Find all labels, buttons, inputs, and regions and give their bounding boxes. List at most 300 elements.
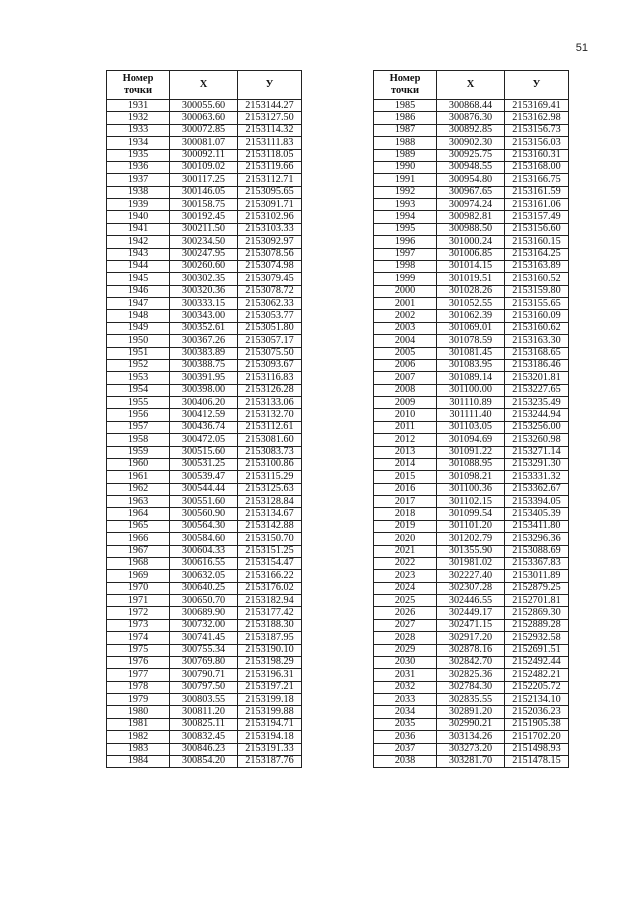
point-number-cell: 1991: [374, 174, 437, 186]
table-row: [374, 273, 569, 285]
x-coordinate-cell: 302917.20: [437, 632, 505, 644]
table-row: [374, 310, 569, 322]
table-row: [107, 161, 302, 173]
table-row: [374, 632, 569, 644]
point-number-cell: 1963: [107, 496, 170, 508]
y-coordinate-cell: 2152691.51: [505, 644, 569, 656]
y-coordinate-cell: 2153256.00: [505, 421, 569, 433]
y-coordinate-cell: 2152036.23: [505, 706, 569, 718]
y-coordinate-cell: 2153051.80: [238, 322, 302, 334]
header-point-number: [107, 71, 170, 100]
table-row: [374, 124, 569, 136]
table-row: [107, 434, 302, 446]
x-coordinate-cell: 300063.60: [170, 112, 238, 124]
point-number-cell: 1987: [374, 124, 437, 136]
table-row: [374, 496, 569, 508]
x-coordinate-cell: 300109.02: [170, 161, 238, 173]
y-coordinate-cell: 2153194.18: [238, 731, 302, 743]
y-coordinate-cell: 2153405.39: [505, 508, 569, 520]
y-coordinate-cell: 2153155.65: [505, 298, 569, 310]
x-coordinate-cell: 301078.59: [437, 335, 505, 347]
x-coordinate-cell: 300320.36: [170, 285, 238, 297]
y-coordinate-cell: 2151702.20: [505, 731, 569, 743]
table-row: [374, 285, 569, 297]
point-number-cell: 1971: [107, 595, 170, 607]
point-number-cell: 2028: [374, 632, 437, 644]
x-coordinate-cell: 300072.85: [170, 124, 238, 136]
point-number-cell: 1958: [107, 434, 170, 446]
point-number-cell: 1945: [107, 273, 170, 285]
table-row: [374, 409, 569, 421]
y-coordinate-cell: 2153091.71: [238, 199, 302, 211]
point-number-cell: 1990: [374, 161, 437, 173]
x-coordinate-cell: 300158.75: [170, 199, 238, 211]
table-row: [107, 186, 302, 198]
point-number-cell: 1960: [107, 458, 170, 470]
y-coordinate-cell: 2153161.06: [505, 199, 569, 211]
point-number-cell: 1970: [107, 582, 170, 594]
y-coordinate-cell: 2153150.70: [238, 533, 302, 545]
point-number-cell: 1967: [107, 545, 170, 557]
table-row: [107, 298, 302, 310]
x-coordinate-cell: 300846.23: [170, 743, 238, 755]
point-number-cell: 1979: [107, 694, 170, 706]
table-row: [107, 310, 302, 322]
table-row: [374, 458, 569, 470]
table-row: [374, 570, 569, 582]
table-row: [374, 260, 569, 272]
x-coordinate-cell: 300117.25: [170, 174, 238, 186]
table-row: [107, 694, 302, 706]
y-coordinate-cell: 2153182.94: [238, 595, 302, 607]
point-number-cell: 1956: [107, 409, 170, 421]
point-number-cell: 1948: [107, 310, 170, 322]
table-row: [107, 446, 302, 458]
point-number-cell: 2021: [374, 545, 437, 557]
coordinates-table-right: [373, 70, 569, 768]
point-number-cell: 1934: [107, 137, 170, 149]
x-coordinate-cell: 300797.50: [170, 681, 238, 693]
table-row: [374, 199, 569, 211]
x-coordinate-cell: 300650.70: [170, 595, 238, 607]
coordinates-body-right: [374, 100, 569, 768]
x-coordinate-cell: 302825.36: [437, 669, 505, 681]
table-row: [374, 149, 569, 161]
table-row: [107, 372, 302, 384]
y-coordinate-cell: 2153151.25: [238, 545, 302, 557]
table-row: [374, 347, 569, 359]
table-row: [374, 718, 569, 730]
y-coordinate-cell: 2153074.98: [238, 260, 302, 272]
point-number-cell: 1972: [107, 607, 170, 619]
x-coordinate-cell: 300234.50: [170, 236, 238, 248]
y-coordinate-cell: 2153186.46: [505, 359, 569, 371]
table-row: [374, 335, 569, 347]
y-coordinate-cell: 2153142.88: [238, 520, 302, 532]
y-coordinate-cell: 2153160.52: [505, 273, 569, 285]
point-number-cell: 2008: [374, 384, 437, 396]
y-coordinate-cell: 2153156.73: [505, 124, 569, 136]
table-row: [107, 644, 302, 656]
table-row: [374, 619, 569, 631]
y-coordinate-cell: 2153011.89: [505, 570, 569, 582]
x-coordinate-cell: 301052.55: [437, 298, 505, 310]
table-header-row: [374, 71, 569, 100]
point-number-cell: 1961: [107, 471, 170, 483]
x-coordinate-cell: 301100.00: [437, 384, 505, 396]
table-row: [374, 397, 569, 409]
y-coordinate-cell: 2153112.71: [238, 174, 302, 186]
point-number-cell: 2003: [374, 322, 437, 334]
y-coordinate-cell: 2153188.30: [238, 619, 302, 631]
table-row: [107, 632, 302, 644]
table-row: [107, 669, 302, 681]
point-number-cell: 1974: [107, 632, 170, 644]
table-row: [374, 211, 569, 223]
y-coordinate-cell: 2153116.83: [238, 372, 302, 384]
y-coordinate-cell: 2153103.33: [238, 223, 302, 235]
x-coordinate-cell: 301110.89: [437, 397, 505, 409]
x-coordinate-cell: 300988.50: [437, 223, 505, 235]
y-coordinate-cell: 2153331.32: [505, 471, 569, 483]
point-number-cell: 1951: [107, 347, 170, 359]
x-coordinate-cell: 301101.20: [437, 520, 505, 532]
header-point-line1: Номер: [389, 73, 421, 84]
x-coordinate-cell: 301094.69: [437, 434, 505, 446]
y-coordinate-cell: 2151478.15: [505, 755, 569, 767]
x-coordinate-cell: 300515.60: [170, 446, 238, 458]
x-coordinate-cell: 300391.95: [170, 372, 238, 384]
y-coordinate-cell: 2153196.31: [238, 669, 302, 681]
y-coordinate-cell: 2153169.41: [505, 100, 569, 112]
y-coordinate-cell: 2153201.81: [505, 372, 569, 384]
point-number-cell: 1944: [107, 260, 170, 272]
x-coordinate-cell: 300755.34: [170, 644, 238, 656]
x-coordinate-cell: 301081.45: [437, 347, 505, 359]
y-coordinate-cell: 2151905.38: [505, 718, 569, 730]
point-number-cell: 2031: [374, 669, 437, 681]
x-coordinate-cell: 300333.15: [170, 298, 238, 310]
header-y: У: [505, 71, 569, 100]
x-coordinate-cell: 300383.89: [170, 347, 238, 359]
y-coordinate-cell: 2153168.00: [505, 161, 569, 173]
point-number-cell: 1997: [374, 248, 437, 260]
table-row: [107, 755, 302, 767]
table-row: [374, 372, 569, 384]
table-row: [107, 421, 302, 433]
point-number-cell: 2022: [374, 557, 437, 569]
x-coordinate-cell: 300412.59: [170, 409, 238, 421]
x-coordinate-cell: 300604.33: [170, 545, 238, 557]
y-coordinate-cell: 2153362.67: [505, 483, 569, 495]
point-number-cell: 1931: [107, 100, 170, 112]
table-row: [107, 100, 302, 112]
x-coordinate-cell: 300868.44: [437, 100, 505, 112]
point-number-cell: 1950: [107, 335, 170, 347]
table-row: [107, 124, 302, 136]
y-coordinate-cell: 2153156.03: [505, 137, 569, 149]
y-coordinate-cell: 2153128.84: [238, 496, 302, 508]
x-coordinate-cell: 300564.30: [170, 520, 238, 532]
table-row: [107, 260, 302, 272]
point-number-cell: 2013: [374, 446, 437, 458]
table-row: [374, 483, 569, 495]
y-coordinate-cell: 2153176.02: [238, 582, 302, 594]
x-coordinate-cell: 300948.55: [437, 161, 505, 173]
y-coordinate-cell: 2153291.30: [505, 458, 569, 470]
x-coordinate-cell: 300551.60: [170, 496, 238, 508]
point-number-cell: 2002: [374, 310, 437, 322]
table-row: [374, 731, 569, 743]
table-row: [107, 681, 302, 693]
table-row: [107, 557, 302, 569]
y-coordinate-cell: 2153062.33: [238, 298, 302, 310]
point-number-cell: 1940: [107, 211, 170, 223]
table-row: [374, 186, 569, 198]
y-coordinate-cell: 2153198.29: [238, 656, 302, 668]
x-coordinate-cell: 301355.90: [437, 545, 505, 557]
x-coordinate-cell: 300352.61: [170, 322, 238, 334]
point-number-cell: 1949: [107, 322, 170, 334]
y-coordinate-cell: 2153235.49: [505, 397, 569, 409]
y-coordinate-cell: 2152869.30: [505, 607, 569, 619]
x-coordinate-cell: 300640.25: [170, 582, 238, 594]
x-coordinate-cell: 302446.55: [437, 595, 505, 607]
coordinates-table-left: [106, 70, 302, 768]
y-coordinate-cell: 2153156.60: [505, 223, 569, 235]
y-coordinate-cell: 2153081.60: [238, 434, 302, 446]
y-coordinate-cell: 2153187.95: [238, 632, 302, 644]
table-row: [374, 607, 569, 619]
point-number-cell: 1984: [107, 755, 170, 767]
x-coordinate-cell: 300769.80: [170, 656, 238, 668]
y-coordinate-cell: 2153102.96: [238, 211, 302, 223]
y-coordinate-cell: 2153159.80: [505, 285, 569, 297]
y-coordinate-cell: 2151498.93: [505, 743, 569, 755]
table-row: [107, 137, 302, 149]
point-number-cell: 2007: [374, 372, 437, 384]
x-coordinate-cell: 300902.30: [437, 137, 505, 149]
table-row: [374, 694, 569, 706]
point-number-cell: 1939: [107, 199, 170, 211]
x-coordinate-cell: 303273.20: [437, 743, 505, 755]
x-coordinate-cell: 300146.05: [170, 186, 238, 198]
x-coordinate-cell: 301091.22: [437, 446, 505, 458]
y-coordinate-cell: 2153296.36: [505, 533, 569, 545]
y-coordinate-cell: 2152492.44: [505, 656, 569, 668]
y-coordinate-cell: 2152134.10: [505, 694, 569, 706]
table-row: [374, 508, 569, 520]
y-coordinate-cell: 2153118.05: [238, 149, 302, 161]
y-coordinate-cell: 2153093.67: [238, 359, 302, 371]
x-coordinate-cell: 300398.00: [170, 384, 238, 396]
x-coordinate-cell: 301981.02: [437, 557, 505, 569]
point-number-cell: 1959: [107, 446, 170, 458]
point-number-cell: 1986: [374, 112, 437, 124]
point-number-cell: 1936: [107, 161, 170, 173]
point-number-cell: 1946: [107, 285, 170, 297]
y-coordinate-cell: 2153197.21: [238, 681, 302, 693]
point-number-cell: 2026: [374, 607, 437, 619]
x-coordinate-cell: 301102.15: [437, 496, 505, 508]
point-number-cell: 1932: [107, 112, 170, 124]
x-coordinate-cell: 300192.45: [170, 211, 238, 223]
point-number-cell: 1981: [107, 718, 170, 730]
point-number-cell: 1999: [374, 273, 437, 285]
x-coordinate-cell: 300876.30: [437, 112, 505, 124]
table-row: [107, 619, 302, 631]
x-coordinate-cell: 300732.00: [170, 619, 238, 631]
table-row: [374, 706, 569, 718]
y-coordinate-cell: 2153127.50: [238, 112, 302, 124]
x-coordinate-cell: 301100.36: [437, 483, 505, 495]
y-coordinate-cell: 2153078.72: [238, 285, 302, 297]
x-coordinate-cell: 300741.45: [170, 632, 238, 644]
point-number-cell: 1993: [374, 199, 437, 211]
y-coordinate-cell: 2153160.15: [505, 236, 569, 248]
point-number-cell: 2018: [374, 508, 437, 520]
point-number-cell: 1969: [107, 570, 170, 582]
y-coordinate-cell: 2153079.45: [238, 273, 302, 285]
y-coordinate-cell: 2153163.30: [505, 335, 569, 347]
x-coordinate-cell: 300832.45: [170, 731, 238, 743]
x-coordinate-cell: 300081.07: [170, 137, 238, 149]
x-coordinate-cell: 300531.25: [170, 458, 238, 470]
y-coordinate-cell: 2153114.32: [238, 124, 302, 136]
point-number-cell: 1965: [107, 520, 170, 532]
x-coordinate-cell: 301062.39: [437, 310, 505, 322]
x-coordinate-cell: 300211.50: [170, 223, 238, 235]
point-number-cell: 1982: [107, 731, 170, 743]
point-number-cell: 2023: [374, 570, 437, 582]
y-coordinate-cell: 2153160.09: [505, 310, 569, 322]
table-row: [374, 137, 569, 149]
y-coordinate-cell: 2153088.69: [505, 545, 569, 557]
table-row: [107, 743, 302, 755]
table-row: [374, 384, 569, 396]
table-row: [107, 236, 302, 248]
x-coordinate-cell: 301202.79: [437, 533, 505, 545]
x-coordinate-cell: 300892.85: [437, 124, 505, 136]
table-row: [107, 409, 302, 421]
table-row: [374, 557, 569, 569]
table-row: [107, 174, 302, 186]
x-coordinate-cell: 300982.81: [437, 211, 505, 223]
x-coordinate-cell: 302891.20: [437, 706, 505, 718]
table-row: [107, 595, 302, 607]
page-number: 51: [575, 42, 588, 54]
x-coordinate-cell: 300302.35: [170, 273, 238, 285]
point-number-cell: 2001: [374, 298, 437, 310]
point-number-cell: 1942: [107, 236, 170, 248]
table-row: [107, 347, 302, 359]
y-coordinate-cell: 2153160.62: [505, 322, 569, 334]
y-coordinate-cell: 2153075.50: [238, 347, 302, 359]
table-row: [107, 211, 302, 223]
header-point-line2: точки: [390, 85, 420, 96]
x-coordinate-cell: 302307.28: [437, 582, 505, 594]
table-row: [374, 359, 569, 371]
x-coordinate-cell: 300825.11: [170, 718, 238, 730]
y-coordinate-cell: 2153083.73: [238, 446, 302, 458]
point-number-cell: 2006: [374, 359, 437, 371]
x-coordinate-cell: 301083.95: [437, 359, 505, 371]
x-coordinate-cell: 300539.47: [170, 471, 238, 483]
point-number-cell: 1941: [107, 223, 170, 235]
x-coordinate-cell: 301089.14: [437, 372, 505, 384]
y-coordinate-cell: 2153092.97: [238, 236, 302, 248]
x-coordinate-cell: 300967.65: [437, 186, 505, 198]
point-number-cell: 1995: [374, 223, 437, 235]
table-row: [107, 718, 302, 730]
table-row: [374, 520, 569, 532]
x-coordinate-cell: 300055.60: [170, 100, 238, 112]
point-number-cell: 2012: [374, 434, 437, 446]
y-coordinate-cell: 2153260.98: [505, 434, 569, 446]
point-number-cell: 2033: [374, 694, 437, 706]
point-number-cell: 2024: [374, 582, 437, 594]
x-coordinate-cell: 300544.44: [170, 483, 238, 495]
point-number-cell: 1989: [374, 149, 437, 161]
y-coordinate-cell: 2153053.77: [238, 310, 302, 322]
coordinates-body-left: [107, 100, 302, 768]
y-coordinate-cell: 2153133.06: [238, 397, 302, 409]
point-number-cell: 1998: [374, 260, 437, 272]
y-coordinate-cell: 2153125.63: [238, 483, 302, 495]
x-coordinate-cell: 302842.70: [437, 656, 505, 668]
y-coordinate-cell: 2153161.59: [505, 186, 569, 198]
table-row: [107, 112, 302, 124]
x-coordinate-cell: 301028.26: [437, 285, 505, 297]
header-y: У: [238, 71, 302, 100]
y-coordinate-cell: 2153199.88: [238, 706, 302, 718]
table-row: [107, 248, 302, 260]
x-coordinate-cell: 301000.24: [437, 236, 505, 248]
table-row: [374, 533, 569, 545]
table-row: [107, 471, 302, 483]
x-coordinate-cell: 302835.55: [437, 694, 505, 706]
point-number-cell: 1952: [107, 359, 170, 371]
point-number-cell: 2034: [374, 706, 437, 718]
y-coordinate-cell: 2153119.66: [238, 161, 302, 173]
x-coordinate-cell: 300260.60: [170, 260, 238, 272]
y-coordinate-cell: 2153132.70: [238, 409, 302, 421]
y-coordinate-cell: 2153244.94: [505, 409, 569, 421]
table-row: [374, 471, 569, 483]
x-coordinate-cell: 302990.21: [437, 718, 505, 730]
point-number-cell: 2019: [374, 520, 437, 532]
point-number-cell: 2036: [374, 731, 437, 743]
point-number-cell: 2035: [374, 718, 437, 730]
y-coordinate-cell: 2153194.71: [238, 718, 302, 730]
table-row: [107, 458, 302, 470]
y-coordinate-cell: 2153111.83: [238, 137, 302, 149]
point-number-cell: 2004: [374, 335, 437, 347]
y-coordinate-cell: 2153227.65: [505, 384, 569, 396]
x-coordinate-cell: 300811.20: [170, 706, 238, 718]
x-coordinate-cell: 300343.00: [170, 310, 238, 322]
x-coordinate-cell: 300406.20: [170, 397, 238, 409]
point-number-cell: 1975: [107, 644, 170, 656]
x-coordinate-cell: 301019.51: [437, 273, 505, 285]
x-coordinate-cell: 300367.26: [170, 335, 238, 347]
x-coordinate-cell: 300803.55: [170, 694, 238, 706]
y-coordinate-cell: 2153411.80: [505, 520, 569, 532]
table-row: [107, 533, 302, 545]
header-x: Х: [170, 71, 238, 100]
table-row: [374, 755, 569, 767]
table-row: [374, 298, 569, 310]
